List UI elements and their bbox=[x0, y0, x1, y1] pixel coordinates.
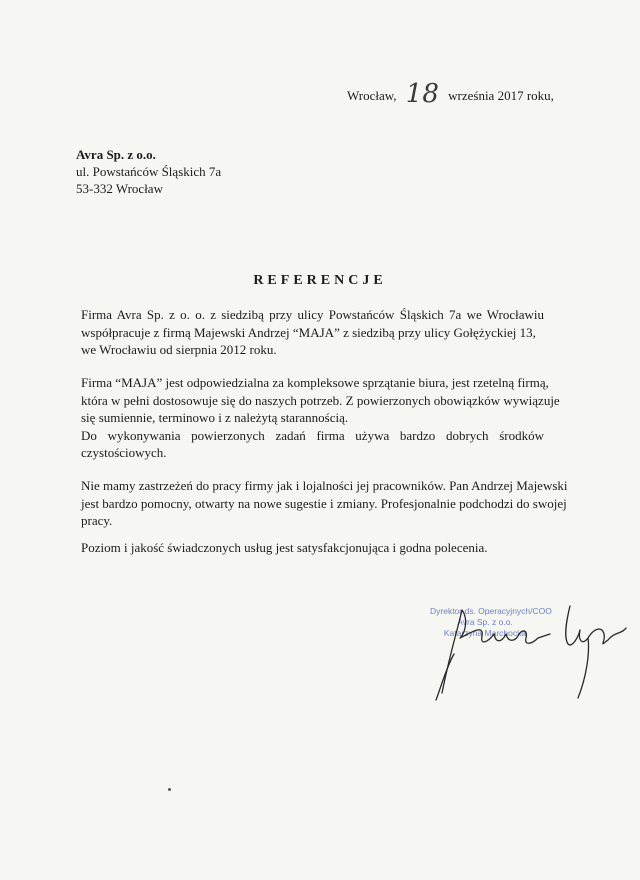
paragraph-line: Do wykonywania powierzonych zadań firma używa bardzo dobrych środków bbox=[81, 427, 544, 443]
signature-stroke bbox=[566, 606, 626, 698]
paper-speck bbox=[168, 788, 171, 791]
letter-date bbox=[347, 79, 554, 109]
paragraph-line: Nie mamy zastrzeżeń do pracy firmy jak i lojalności jej pracowników. Pan Andrzej Majewski bbox=[81, 478, 568, 493]
stamp-line: Katarzyna Marchocka bbox=[443, 628, 527, 638]
paragraph-1 bbox=[81, 306, 544, 359]
letter-title: REFERENCJE bbox=[253, 273, 387, 288]
sender-city: 53-332 Wrocław bbox=[76, 181, 163, 196]
paragraph-line: Firma “MAJA” jest odpowiedzialna za kompleksowe sprzątanie biura, jest rzetelną firmą, bbox=[81, 375, 549, 390]
stamp-line: Dyrektor ds. Operacyjnych/COO bbox=[430, 606, 552, 616]
sender-address bbox=[76, 146, 221, 197]
signature-stroke bbox=[442, 610, 550, 693]
paragraph-line: się sumiennie, terminowo i z należytą starannością. bbox=[81, 410, 349, 425]
paragraph-line: pracy. bbox=[81, 513, 113, 528]
paragraph-4 bbox=[81, 539, 544, 557]
paragraph-line: która w pełni dostosowuje się do naszych potrzeb. Z powierzonych obowiązków wywiązuje bbox=[81, 392, 560, 408]
paragraph-3 bbox=[81, 477, 568, 530]
date-month-year: września 2017 roku, bbox=[448, 88, 554, 103]
handwritten-signature bbox=[432, 598, 632, 708]
paragraph-line: Poziom i jakość świadczonych usług jest satysfakcjonująca i godna polecenia. bbox=[81, 540, 488, 555]
stamp-line: Avra Sp. z o.o. bbox=[457, 617, 513, 627]
sender-company-name: Avra Sp. z o.o. bbox=[76, 147, 156, 162]
paragraph-2 bbox=[81, 374, 560, 462]
sender-street: ul. Powstańców Śląskich 7a bbox=[76, 164, 222, 179]
date-day-handwritten: 18 bbox=[405, 79, 439, 109]
paragraph-line: we Wrocławiu od sierpnia 2012 roku. bbox=[81, 342, 277, 357]
paragraph-line: współpracuje z firmą Majewski Andrzej “MAJA” z siedzibą przy ulicy Gołężyckiej 13, bbox=[81, 324, 536, 340]
paragraph-line: czystościowych. bbox=[81, 445, 167, 460]
paragraph-line: Firma Avra Sp. z o. o. z siedzibą przy ulicy Powstańców Śląskich 7a we Wrocławiu bbox=[81, 307, 544, 322]
paragraph-line: jest bardzo pomocny, otwarty na nowe sugestie i zmiany. Profesjonalnie podchodzi do swojej bbox=[81, 495, 567, 511]
date-place: Wrocław, bbox=[347, 88, 397, 103]
